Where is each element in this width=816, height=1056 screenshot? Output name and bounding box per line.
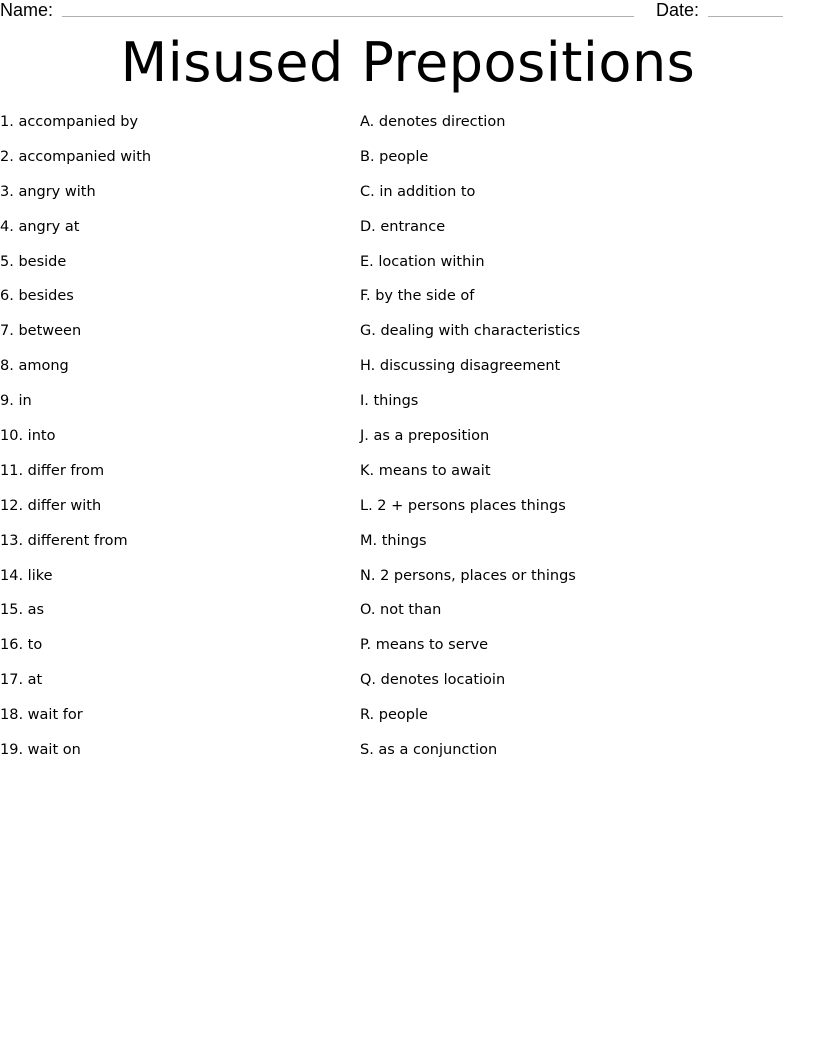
- definition-item: F. by the side of: [360, 288, 475, 305]
- term-item: 9. in: [0, 393, 32, 410]
- term-item: 4. angry at: [0, 218, 80, 235]
- term-item: 17. at: [0, 672, 43, 689]
- term-item: 7. between: [0, 323, 82, 340]
- definition-item: E. location within: [360, 253, 485, 270]
- term-item: 16. to: [0, 637, 43, 654]
- definition-item: K. means to await: [360, 462, 491, 479]
- term-item: 5. beside: [0, 253, 67, 270]
- term-item: 14. like: [0, 567, 53, 584]
- term-item: 18. wait for: [0, 707, 83, 724]
- definition-item: P. means to serve: [360, 637, 489, 654]
- definition-item: S. as a conjunction: [360, 742, 498, 759]
- worksheet-header: [0, 0, 816, 24]
- definitions-column: [360, 112, 800, 775]
- term-item: 1. accompanied by: [0, 114, 139, 130]
- term-item: 12. differ with: [0, 497, 102, 514]
- name-field-line[interactable]: [62, 16, 634, 17]
- definition-item: N. 2 persons, places or things: [360, 567, 576, 584]
- definition-item: D. entrance: [360, 218, 446, 235]
- definition-item: I. things: [360, 393, 419, 410]
- definition-item: O. not than: [360, 602, 442, 619]
- definition-item: M. things: [360, 532, 427, 549]
- page-title: Misused Prepositions: [120, 31, 696, 94]
- term-item: 10. into: [0, 428, 56, 445]
- term-item: 19. wait on: [0, 742, 81, 759]
- term-item: 8. among: [0, 358, 69, 375]
- definition-item: C. in addition to: [360, 183, 476, 200]
- terms-column: [0, 112, 350, 775]
- term-item: 13. different from: [0, 532, 128, 549]
- term-item: 3. angry with: [0, 183, 96, 200]
- definition-item: L. 2 + persons places things: [360, 497, 566, 514]
- definition-item: A. denotes direction: [360, 114, 506, 130]
- term-item: 2. accompanied with: [0, 148, 152, 165]
- term-item: 11. differ from: [0, 462, 105, 479]
- date-field-line[interactable]: [708, 16, 783, 17]
- definition-item: B. people: [360, 148, 429, 165]
- definition-item: G. dealing with characteristics: [360, 323, 581, 340]
- term-item: 15. as: [0, 602, 45, 619]
- definition-item: R. people: [360, 707, 428, 724]
- name-label: Name:: [0, 0, 54, 20]
- definition-item: J. as a preposition: [360, 428, 490, 445]
- term-item: 6. besides: [0, 288, 74, 305]
- definition-item: Q. denotes locatioin: [360, 672, 506, 689]
- definition-item: H. discussing disagreement: [360, 358, 561, 375]
- date-label: Date:: [656, 0, 700, 20]
